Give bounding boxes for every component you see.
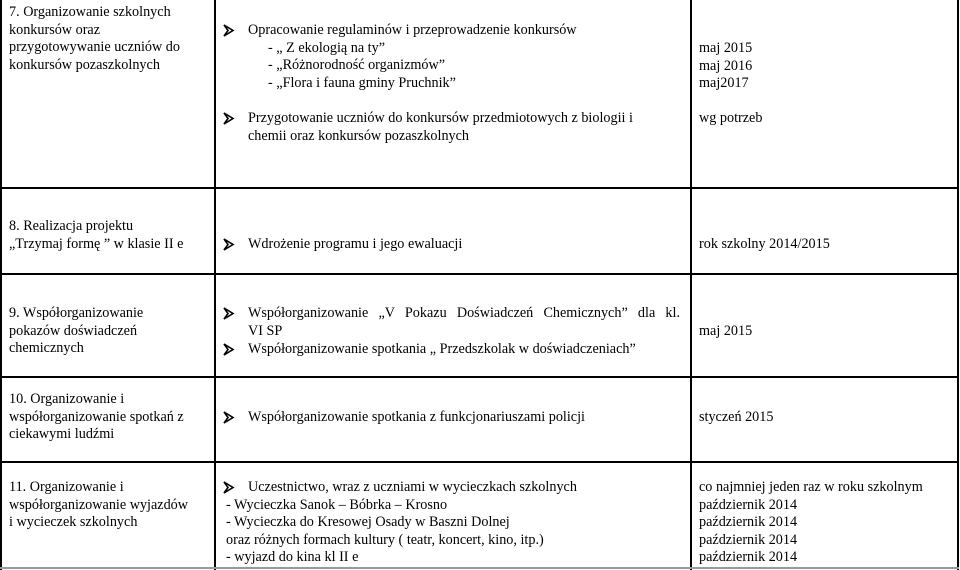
row-7-name — [9, 4, 180, 74]
row-11-name — [9, 479, 188, 532]
bullet-item — [222, 409, 585, 427]
text-line: 9. Współorganizowanie — [9, 305, 144, 321]
term: październik 2014 — [699, 496, 798, 513]
sub-item: - „Flora i fauna gminy Pruchnik” — [268, 74, 456, 91]
text-line: chemii oraz konkursów pozaszkolnych — [248, 127, 470, 144]
row-8-task — [222, 236, 462, 254]
row-9-task-2 — [222, 341, 680, 359]
sub-item: - Wycieczka do Kresowej Osady w Baszni Dolnej — [226, 514, 510, 530]
term: maj2017 — [699, 75, 749, 91]
sub-list — [222, 40, 577, 93]
bullet-item — [222, 341, 680, 359]
text-line: współorganizowanie spotkań z — [9, 408, 184, 425]
row-11-terms — [699, 479, 923, 567]
text-line: VI SP — [248, 322, 283, 339]
bullet-item — [222, 305, 680, 340]
grid-line — [0, 376, 959, 378]
row-7-terms — [699, 40, 752, 93]
row-9-term — [699, 323, 752, 341]
row-7-term-2 — [699, 110, 762, 128]
row-10-name — [9, 391, 184, 444]
row-9-name — [9, 305, 143, 358]
term: maj 2015 — [699, 323, 753, 339]
grid-line — [957, 0, 959, 570]
term: wg potrzeb — [699, 110, 763, 126]
arrow-bullet-icon — [222, 305, 236, 322]
text-line: współorganizowanie wyjazdów — [9, 496, 189, 513]
bullet-item — [222, 22, 577, 40]
arrow-bullet-icon — [222, 236, 236, 253]
grid-line — [0, 461, 959, 463]
grid-line — [0, 0, 2, 570]
grid-line — [0, 567, 959, 569]
bullet-item — [222, 479, 577, 497]
sub-item: - wyjazd do kina kl II e — [226, 549, 359, 565]
grid-line — [690, 0, 692, 570]
task-title: Opracowanie regulaminów i przeprowadzenie konkursów — [248, 22, 577, 38]
term: maj 2015 — [699, 40, 753, 56]
row-7-task-2 — [222, 110, 633, 145]
row-10-term — [699, 409, 773, 427]
grid-line — [0, 273, 959, 275]
row-10-task — [222, 409, 585, 427]
text-line: konkursów pozaszkolnych — [9, 56, 160, 73]
text-line: konkursów oraz — [9, 21, 101, 38]
term: co najmniej jeden raz w roku szkolnym — [699, 479, 923, 495]
task-text: Współorganizowanie spotkania z funkcjonariuszami policji — [248, 409, 585, 425]
term: październik 2014 — [699, 531, 798, 548]
term: maj 2016 — [699, 57, 753, 74]
text-line: pokazów doświadczeń — [9, 322, 138, 339]
bullet-item — [222, 110, 633, 145]
text-line: ciekawymi ludźmi — [9, 426, 115, 442]
term: styczeń 2015 — [699, 409, 774, 425]
text-line: i wycieczek szkolnych — [9, 514, 138, 530]
arrow-bullet-icon — [222, 110, 236, 127]
text-line: 11. Organizowanie i — [9, 479, 124, 495]
sub-item: - „Różnorodność organizmów” — [268, 57, 446, 73]
task-text: Wdrożenie programu i jego ewaluacji — [248, 236, 463, 252]
term: październik 2014 — [699, 549, 798, 565]
row-9-task-1 — [222, 305, 680, 340]
text-line: Współorganizowanie „V Pokazu Doświadczeń Chemicznych” dla kl. — [248, 305, 680, 321]
text-line: 8. Realizacja projektu — [9, 218, 134, 234]
sub-item: oraz różnych formach kultury ( teatr, koncert, kino, itp.) — [226, 531, 544, 548]
text-line: „Trzymaj formę ” w klasie II e — [9, 235, 184, 252]
text-line: 10. Organizowanie i — [9, 391, 125, 407]
sub-list — [222, 497, 577, 567]
row-8-name — [9, 218, 183, 253]
text-line: 7. Organizowanie szkolnych — [9, 4, 171, 20]
arrow-bullet-icon — [222, 22, 236, 39]
arrow-bullet-icon — [222, 409, 236, 426]
task-title: Uczestnictwo, wraz z uczniami w wycieczkach szkolnych — [248, 479, 577, 495]
text-line: Przygotowanie uczniów do konkursów przedmiotowych z biologii i — [248, 110, 633, 126]
row-11-task — [222, 479, 577, 567]
arrow-bullet-icon — [222, 341, 236, 358]
arrow-bullet-icon — [222, 479, 236, 496]
row-8-term — [699, 236, 830, 254]
row-7-task-1 — [222, 22, 577, 92]
task-text: Współorganizowanie spotkania „ Przedszkolak w doświadczeniach” — [248, 341, 636, 357]
bullet-item — [222, 236, 462, 254]
sub-item: - Wycieczka Sanok – Bóbrka – Krosno — [226, 496, 448, 513]
sub-item: - „ Z ekologią na ty” — [268, 39, 385, 56]
text-line: chemicznych — [9, 340, 84, 356]
grid-line — [0, 187, 959, 189]
term: październik 2014 — [699, 514, 798, 530]
grid-line — [214, 0, 216, 570]
text-line: przygotowywanie uczniów do — [9, 39, 180, 55]
term: rok szkolny 2014/2015 — [699, 236, 830, 252]
